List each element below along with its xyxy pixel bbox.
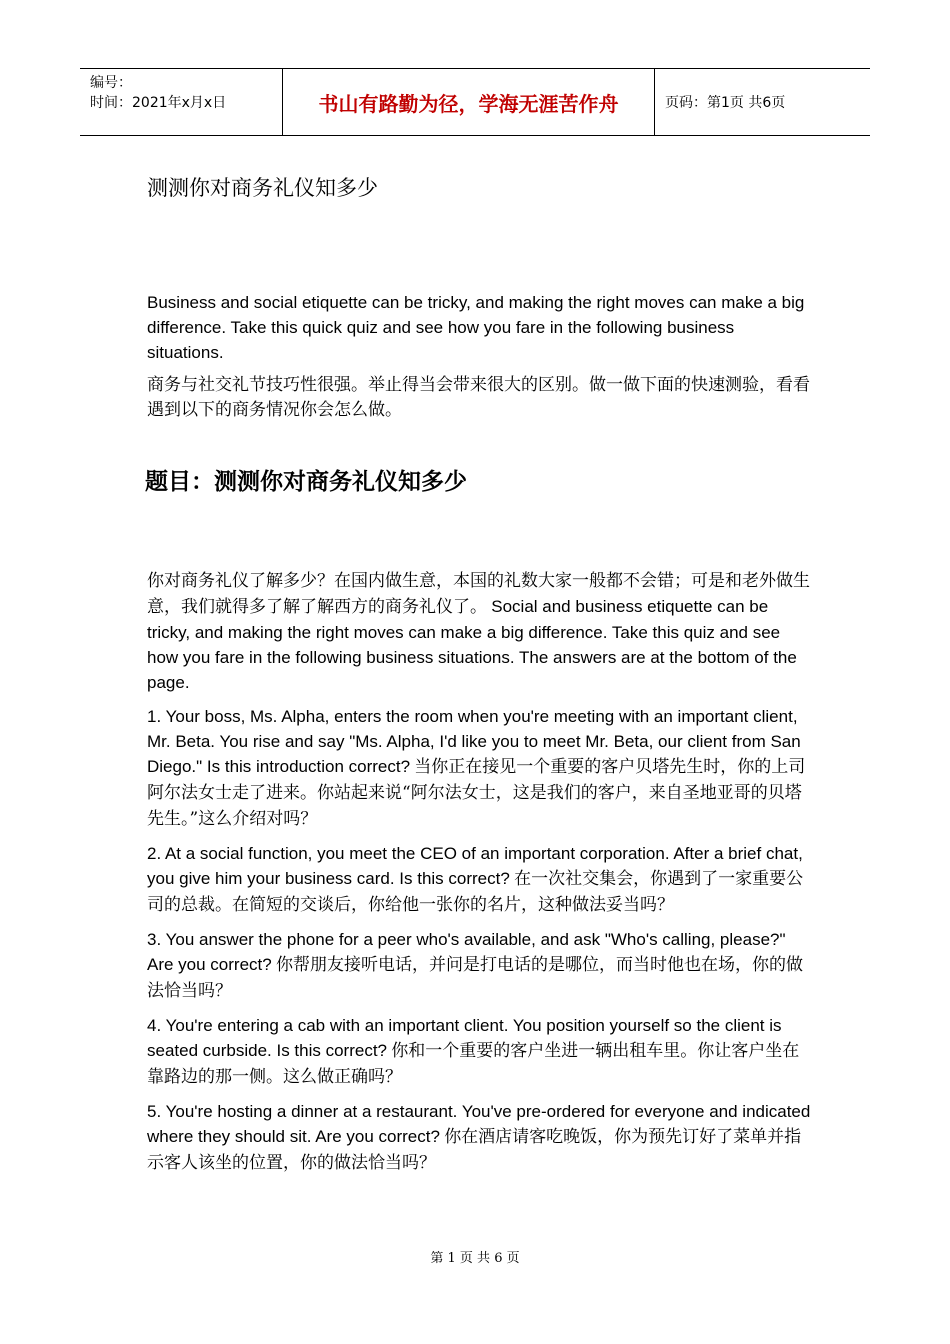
quiz-body xyxy=(147,568,812,1176)
question-2-english: 2. At a social function, you meet the CEO of an important corporation. After a brief chat, you give him your business card. Is this correct? xyxy=(147,844,803,888)
question-2 xyxy=(147,841,812,918)
question-1-chinese: 当你正在接见一个重要的客户贝塔先生时，你的上司阿尔法女士走了进来。你站起来说“阿尔法女士，这是我们的客户，来自圣地亚哥的贝塔先生。”这么介绍对吗？ xyxy=(147,757,806,829)
question-3 xyxy=(147,927,812,1004)
question-2-chinese: 在一次社交集会，你遇到了一家重要公司的总裁。在简短的交谈后，你给他一张你的名片，这种做法妥当吗？ xyxy=(147,869,804,915)
header-page-number: 页码：第1页 共6页 xyxy=(665,95,786,111)
question-4-chinese: 你和一个重要的客户坐进一辆出租车里。你让客户坐在靠路边的那一侧。这么做正确吗？ xyxy=(147,1041,800,1087)
intro-english: Business and social etiquette can be tricky, and making the right moves can make a big difference. Take this quick quiz and see how you fare in the following business situations. xyxy=(147,293,805,362)
page-header xyxy=(80,68,870,136)
document-title: 测测你对商务礼仪知多少 xyxy=(147,176,378,200)
intro-chinese: 商务与社交礼节技巧性很强。举止得当会带来很大的区别。做一做下面的快速测验，看看遇到以下的商务情况你会怎么做。 xyxy=(147,375,810,420)
header-meta xyxy=(80,69,283,135)
question-1-english: 1. Your boss, Ms. Alpha, enters the room when you're meeting with an important client, Mr. Beta. You rise and say "Ms. Alpha, I'd like you to meet Mr. Beta, our client from San Diego." Is this introduction correct? xyxy=(147,707,801,776)
question-5-chinese: 你在酒店请客吃晚饭，你为预先订好了菜单并指示客人该坐的位置，你的做法恰当吗？ xyxy=(147,1127,802,1173)
lead-paragraph xyxy=(147,568,812,695)
header-motto-cell xyxy=(283,69,655,135)
lead-english: Social and business etiquette can be tricky, and making the right moves can make a big difference. Take this quiz and see how you fare in the following business situations. The answers are at the bottom of the page. xyxy=(147,597,797,692)
question-3-english: 3. You answer the phone for a peer who's available, and ask "Who's calling, please?" Are you correct? xyxy=(147,930,786,974)
quiz-heading: 题目：测测你对商务礼仪知多少 xyxy=(145,469,467,495)
document-date: 时间：2021年x月x日 xyxy=(90,95,227,111)
page-footer: 第 1 页 共 6 页 xyxy=(430,1251,520,1266)
document-number: 编号： xyxy=(90,75,132,91)
question-5-english: 5. You're hosting a dinner at a restaurant. You've pre-ordered for everyone and indicated where they should sit. Are you correct? xyxy=(147,1102,811,1146)
question-4-english: 4. You're entering a cab with an important client. You position yourself so the client is seated curbside. Is this correct? xyxy=(147,1016,782,1060)
question-4 xyxy=(147,1013,812,1090)
intro-section xyxy=(147,290,812,423)
question-3-chinese: 你帮朋友接听电话，并问是打电话的是哪位，而当时他也在场，你的做法恰当吗？ xyxy=(147,955,803,1001)
header-motto: 书山有路勤为径，学海无涯苦作舟 xyxy=(318,91,619,116)
question-5 xyxy=(147,1099,812,1176)
lead-chinese: 你对商务礼仪了解多少？在国内做生意，本国的礼数大家一般都不会错；可是和老外做生意，我们就得多了解了解西方的商务礼仪了。 xyxy=(147,571,810,617)
question-1 xyxy=(147,704,812,832)
